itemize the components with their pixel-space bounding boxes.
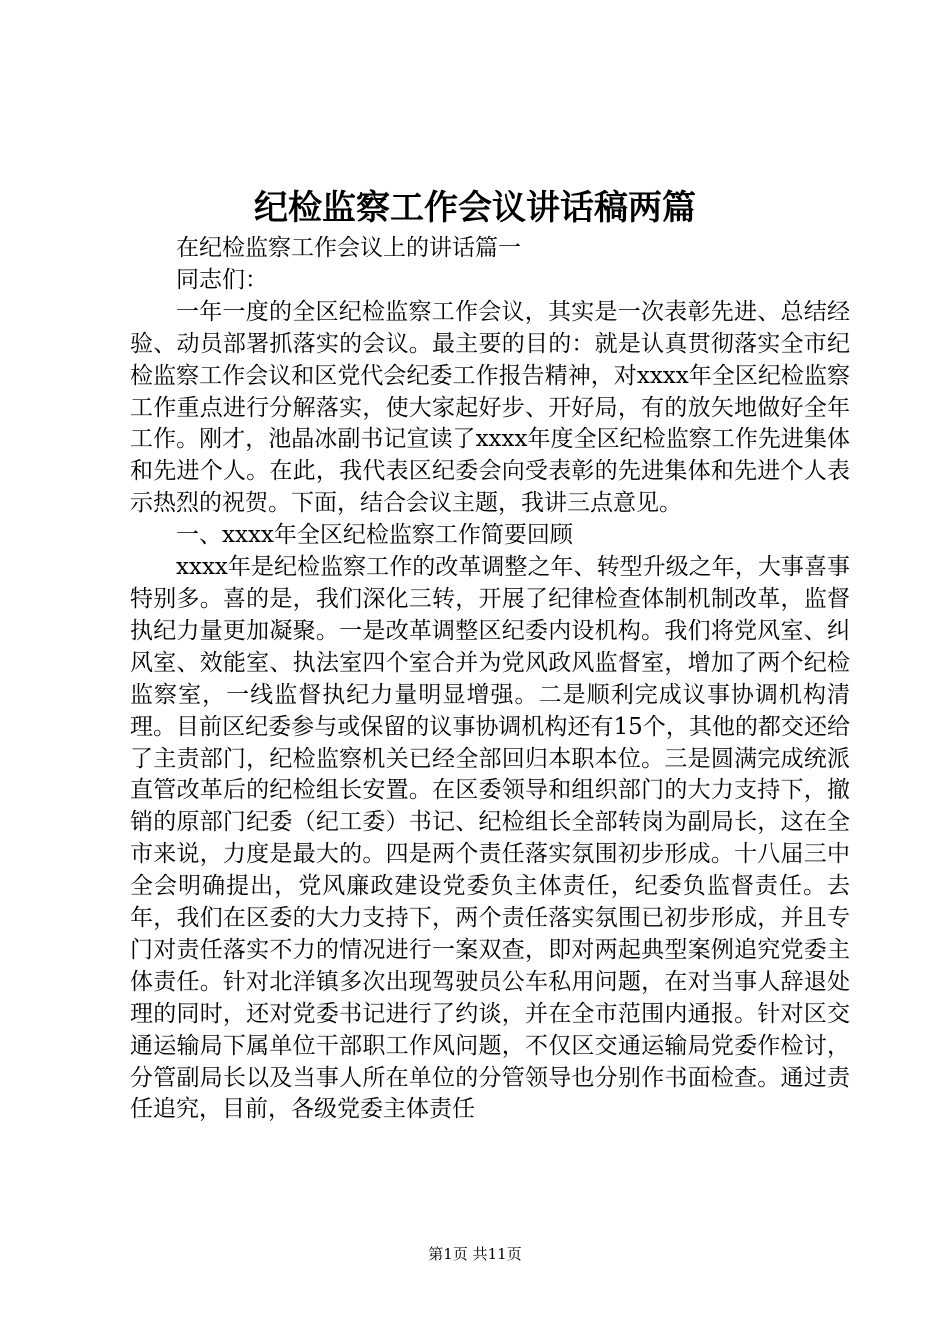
subtitle-paragraph: 在纪检监察工作会议上的讲话篇一 — [176, 235, 521, 261]
salutation-paragraph: 同志们： — [176, 266, 268, 293]
review-paragraph: xxxx年是纪检监察工作的改革调整之年、转型升级之年，大事喜事特别多。喜的是，我们深化三转，开展了纪律检查体制机制改革，监督执纪力量更加凝聚。一是改革调整区纪委内设机构。我们将党风室、纠风室、效能室、执法室四个室合并为党风政风监督室，增加了两个纪检监察室，一线监督执纪力量明显增强。二是顺利完成议事协调机构清理。目前区纪委参与或保留的议事协调机构还有15个，其他的都交还给了主责部门，纪检监察机关已经全部回归本职本位。三是圆满完成统派直管改革后的纪检组长安置。在区委领导和组织部门的大力支持下，撤销的原部门纪委（纪工委）书记、纪检组长全部转岗为副局长，这在全市来说，力度是最大的。四是两个责任落实氛围初步形成。十八届三中全会明确提出，党风廉政建设党委负主体责任，纪委负监督责任。去年，我们在区委的大力支持下，两个责任落实氛围已初步形成，并且专门对责任落实不力的情况进行一案双查，即对两起典型案例追究党委主体责任。针对北洋镇多次出现驾驶员公车私用问题，在对当事人辞退处理的同时，还对党委书记进行了约谈，并在全市范围内通报。针对区交通运输局下属单位干部职工作风问题，不仅区交通运输局党委作检讨，分管副局长以及当事人所在单位的分管领导也分别作书面检查。通过责任追究，目前，各级党委主体责任 — [130, 554, 850, 1123]
section-heading: 一、xxxx年全区纪检监察工作简要回顾 — [176, 522, 573, 549]
intro-paragraph: 一年一度的全区纪检监察工作会议，其实是一次表彰先进、总结经验、动员部署抓落实的会议。最主要的目的：就是认真贯彻落实全市纪检监察工作会议和区党代会纪委工作报告精神，对xxxx年全区纪检监察工作重点进行分解落实，使大家起好步、开好局，有的放矢地做好全年工作。刚才，池晶冰副书记宣读了xxxx年度全区纪检监察工作先进集体和先进个人。在此，我代表区纪委会向受表彰的先进集体和先进个人表示热烈的祝贺。下面，结合会议主题，我讲三点意见。 — [130, 298, 850, 517]
document-body — [130, 233, 850, 1126]
page-number-footer: 第1页 共11页 — [428, 1245, 522, 1263]
document-title: 纪检监察工作会议讲话稿两篇 — [254, 188, 696, 228]
